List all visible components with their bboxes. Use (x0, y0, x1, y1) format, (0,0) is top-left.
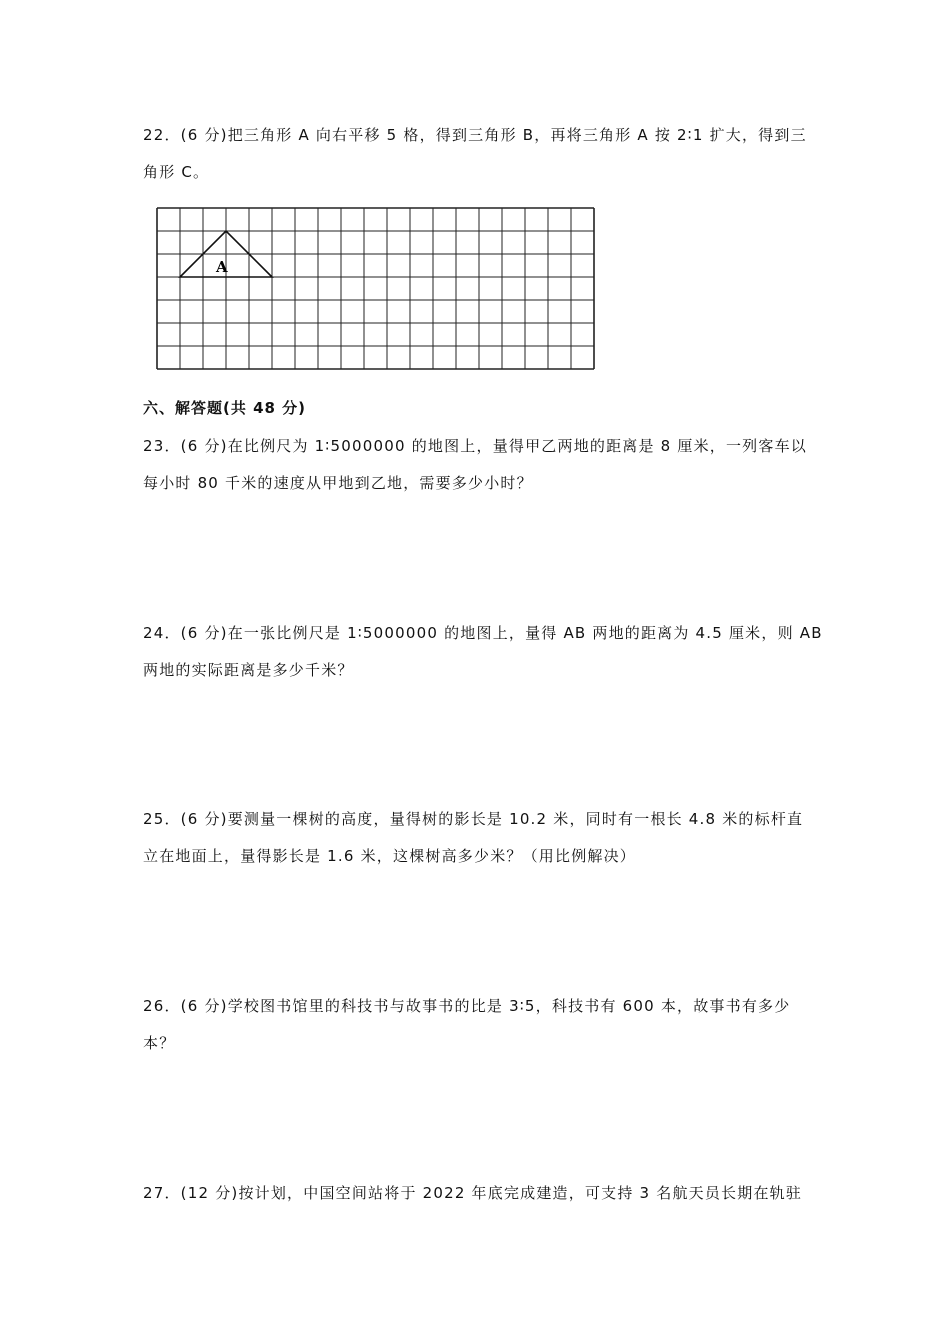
grid-figure (155, 206, 595, 370)
q25-line-2: 立在地面上，量得影长是 1.6 米，这棵树高多少米？（用比例解决） (143, 847, 636, 865)
q25-line-1: 25．(6 分)要测量一棵树的高度，量得树的影长是 10.2 米，同时有一根长 4.8 米的标杆直 (143, 810, 804, 828)
q23-line-2: 每小时 80 千米的速度从甲地到乙地，需要多少小时？ (143, 474, 533, 492)
q22-line-2: 角形 C。 (143, 163, 210, 181)
section-6-title: 六、解答题(共 48 分) (143, 399, 307, 417)
q27-line-1: 27．(12 分)按计划，中国空间站将于 2022 年底完成建造，可支持 3 名航天员长期在轨驻 (143, 1184, 803, 1202)
grid-lines (157, 208, 594, 369)
q26-line-2: 本？ (143, 1034, 176, 1052)
q24-line-2: 两地的实际距离是多少千米？ (143, 661, 354, 679)
q24-line-1: 24．(6 分)在一张比例尺是 1∶5000000 的地图上，量得 AB 两地的距离为 4.5 厘米，则 AB (143, 624, 823, 642)
q22-line-1: 22．(6 分)把三角形 A 向右平移 5 格，得到三角形 B，再将三角形 A 按 2∶1 扩大，得到三 (143, 126, 807, 144)
q23-line-1: 23．(6 分)在比例尺为 1∶5000000 的地图上，量得甲乙两地的距离是 8 厘米，一列客车以 (143, 437, 807, 455)
q26-line-1: 26．(6 分)学校图书馆里的科技书与故事书的比是 3∶5，科技书有 600 本，故事书有多少 (143, 997, 791, 1015)
triangle-a-label: A (216, 258, 228, 276)
